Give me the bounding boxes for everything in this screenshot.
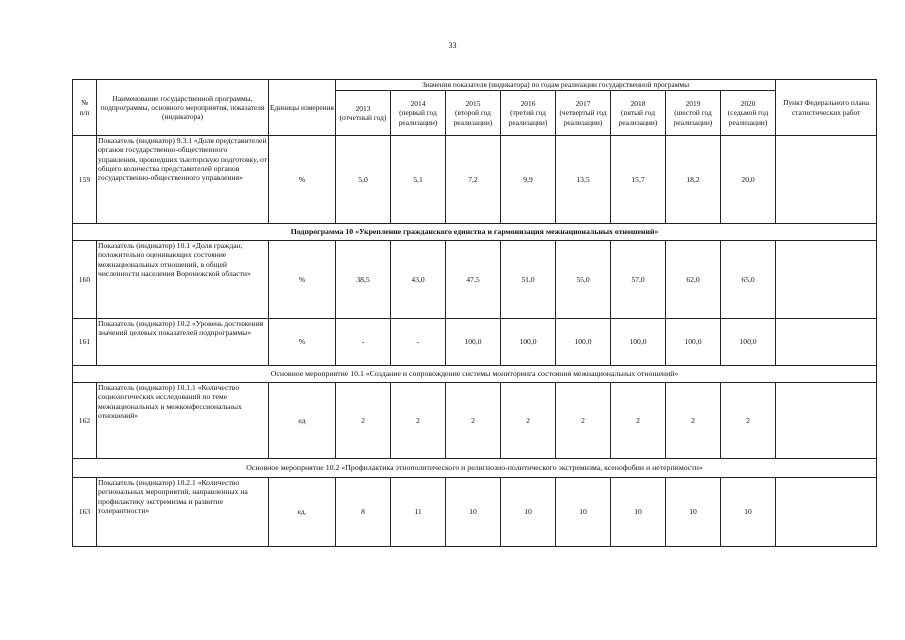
indicator-name: Показатель (индикатор) 10.2.1 «Количество региональных мероприятий, направленных на профилактику экстремизма и развитие толерантности»	[97, 478, 269, 547]
value-2018: 15,7	[611, 136, 666, 224]
value-2017: 10	[556, 478, 611, 547]
value-2017: 2	[556, 383, 611, 459]
row-number: 159	[73, 136, 97, 224]
header-year-2019: 2019 (шестой год реализации)	[666, 91, 721, 136]
value-2017: 55,0	[556, 241, 611, 319]
header-year-2018: 2018 (пятый год реализации)	[611, 91, 666, 136]
row-number: 162	[73, 383, 97, 459]
value-2019: 100,0	[666, 319, 721, 366]
federal-plan-item	[776, 478, 877, 547]
table-row	[73, 136, 877, 224]
value-2013: 38,5	[336, 241, 391, 319]
activity-heading: Основное мероприятие 10.2 «Профилактика этнополитического и религиозно-политического экстремизма, ксенофобии и нетерпимости»	[73, 459, 877, 478]
unit: %	[269, 136, 336, 224]
value-2016: 100,0	[501, 319, 556, 366]
value-2016: 9,9	[501, 136, 556, 224]
table-row	[73, 478, 877, 547]
value-2016: 10	[501, 478, 556, 547]
value-2019: 10	[666, 478, 721, 547]
value-2016: 2	[501, 383, 556, 459]
value-2013: -	[336, 319, 391, 366]
value-2015: 2	[446, 383, 501, 459]
row-number: 163	[73, 478, 97, 547]
federal-plan-item	[776, 383, 877, 459]
indicator-name: Показатель (индикатор) 10.2 «Уровень достижения значений целевых показателей подпрограммы»	[97, 319, 269, 366]
header-num: № п/п	[73, 80, 97, 136]
value-2020: 2	[721, 383, 776, 459]
value-2019: 18,2	[666, 136, 721, 224]
value-2014: 43,0	[391, 241, 446, 319]
value-2014: 2	[391, 383, 446, 459]
value-2018: 2	[611, 383, 666, 459]
federal-plan-item	[776, 241, 877, 319]
header-year-2016: 2016 (третий год реализации)	[501, 91, 556, 136]
value-2017: 13,5	[556, 136, 611, 224]
value-2018: 100,0	[611, 319, 666, 366]
value-2018: 57,0	[611, 241, 666, 319]
value-2018: 10	[611, 478, 666, 547]
activity-heading: Основное мероприятие 10.1 «Создание и сопровождение системы мониторинга состояния межнациональных отношений»	[73, 366, 877, 383]
value-2013: 2	[336, 383, 391, 459]
indicator-name: Показатель (индикатор) 9.3.1 «Доля представителей органов государственно-общественного управления, прошедших тьюторскую подготовку, от общего количества представителей органов государственно-общественного управления»	[97, 136, 269, 224]
value-2015: 47,5	[446, 241, 501, 319]
indicators-table	[72, 79, 877, 547]
header-year-2014: 2014 (первый год реализации)	[391, 91, 446, 136]
unit: %	[269, 319, 336, 366]
table-row	[73, 319, 877, 366]
header-year-2015: 2015 (второй год реализации)	[446, 91, 501, 136]
unit: ед.	[269, 478, 336, 547]
subprogram-heading: Подпрограмма 10 «Укрепление гражданского единства и гармонизация межнациональных отношений»	[73, 224, 877, 241]
header-year-2020: 2020 (седьмой год реализации)	[721, 91, 776, 136]
value-2013: 5,0	[336, 136, 391, 224]
header-federal-plan: Пункт Федерального плана статистических работ	[776, 80, 877, 136]
value-2016: 51,0	[501, 241, 556, 319]
value-2015: 7,2	[446, 136, 501, 224]
value-2013: 8	[336, 478, 391, 547]
value-2017: 100,0	[556, 319, 611, 366]
value-2020: 100,0	[721, 319, 776, 366]
row-number: 160	[73, 241, 97, 319]
indicator-name: Показатель (индикатор) 10.1 «Доля граждан, положительно оценивающих состояние межнациональных отношений, в общей численности населения Воронежской области»	[97, 241, 269, 319]
value-2020: 10	[721, 478, 776, 547]
federal-plan-item	[776, 319, 877, 366]
table-row	[73, 241, 877, 319]
header-units: Единицы измерения	[269, 80, 336, 136]
header-year-2013: 2013 (отчетный год)	[336, 91, 391, 136]
value-2015: 10	[446, 478, 501, 547]
header-values-title: Значения показателя (индикатора) по годам реализации государственной программы	[336, 80, 776, 91]
federal-plan-item	[776, 136, 877, 224]
value-2020: 20,0	[721, 136, 776, 224]
value-2015: 100,0	[446, 319, 501, 366]
unit: ед	[269, 383, 336, 459]
value-2020: 65,0	[721, 241, 776, 319]
value-2014: 11	[391, 478, 446, 547]
unit: %	[269, 241, 336, 319]
value-2014: -	[391, 319, 446, 366]
header-name: Наименование государственной программы, подпрограммы, основного мероприятия, показателя (индикатора)	[97, 80, 269, 136]
header-year-2017: 2017 (четвертый год реализации)	[556, 91, 611, 136]
indicator-name: Показатель (индикатор) 10.1.1 «Количество социологических исследований по теме межнациональных и межконфессиональных отношений»	[97, 383, 269, 459]
value-2014: 5,1	[391, 136, 446, 224]
value-2019: 62,0	[666, 241, 721, 319]
page-number: 33	[448, 41, 457, 50]
row-number: 161	[73, 319, 97, 366]
value-2019: 2	[666, 383, 721, 459]
table-row	[73, 383, 877, 459]
